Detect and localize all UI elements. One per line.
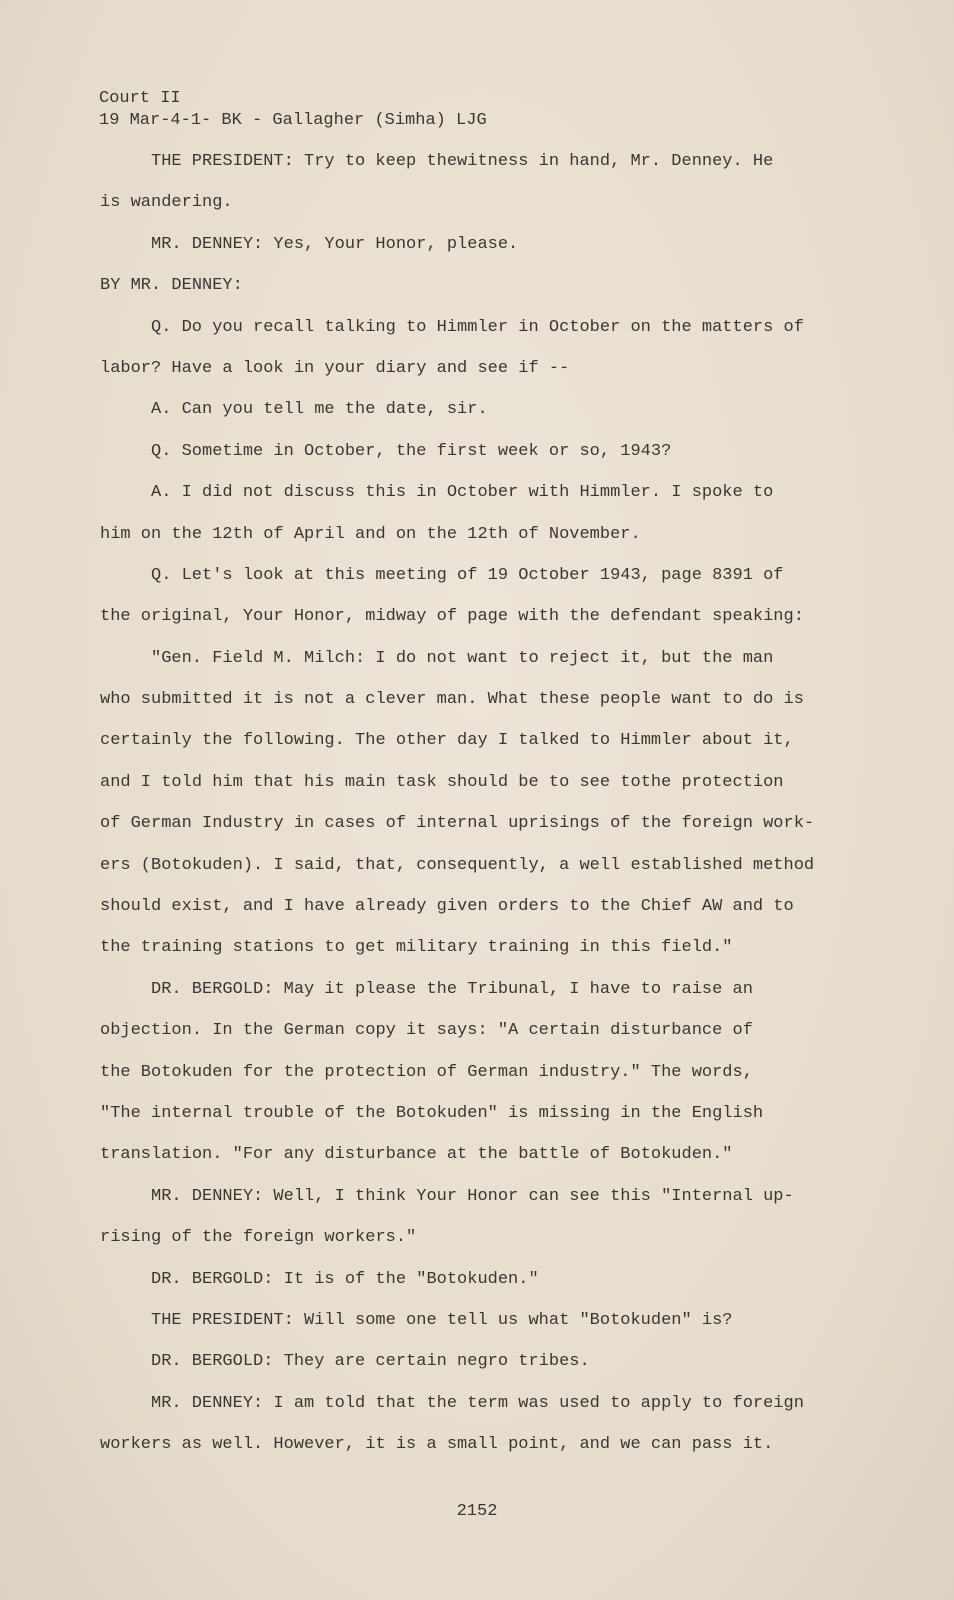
- transcript-line: and I told him that his main task should be to see tothe protection: [100, 772, 784, 792]
- transcript-line: the original, Your Honor, midway of page with the defendant speaking:: [100, 607, 804, 627]
- transcript-body: [100, 149, 840, 1474]
- transcript-line: is wandering.: [100, 193, 233, 213]
- session-line: 19 Mar-4-1- BK - Gallagher (Simha) LJG: [99, 111, 487, 130]
- transcript-line: rising of the foreign workers.": [100, 1228, 417, 1248]
- transcript-line: Q. Sometime in October, the first week or so, 1943?: [151, 441, 672, 461]
- transcript-line: DR. BERGOLD: They are certain negro tribes.: [151, 1352, 590, 1372]
- transcript-line: DR. BERGOLD: May it please the Tribunal, I have to raise an: [151, 979, 753, 999]
- transcript-line: ers (Botokuden). I said, that, consequently, a well established method: [100, 855, 815, 875]
- transcript-line: certainly the following. The other day I talked to Himmler about it,: [100, 731, 794, 751]
- transcript-line: "The internal trouble of the Botokuden" is missing in the English: [100, 1103, 764, 1123]
- page-number: 2152: [456, 1502, 498, 1521]
- transcript-line: workers as well. However, it is a small point, and we can pass it.: [100, 1435, 774, 1455]
- court-label: Court II: [99, 89, 181, 108]
- transcript-line: the training stations to get military training in this field.": [100, 938, 733, 958]
- transcript-line: MR. DENNEY: Yes, Your Honor, please.: [151, 234, 519, 254]
- transcript-line: Q. Do you recall talking to Himmler in October on the matters of: [151, 317, 804, 337]
- page-header: [99, 88, 487, 132]
- transcript-line: should exist, and I have already given orders to the Chief AW and to: [100, 897, 794, 917]
- transcript-line: A. I did not discuss this in October with Himmler. I spoke to: [151, 483, 774, 503]
- transcript-line: labor? Have a look in your diary and see if --: [100, 358, 570, 378]
- transcript-line: him on the 12th of April and on the 12th of November.: [100, 524, 641, 544]
- transcript-line: MR. DENNEY: Well, I think Your Honor can see this "Internal up-: [151, 1186, 794, 1206]
- transcript-line: THE PRESIDENT: Try to keep thewitness in hand, Mr. Denney. He: [151, 152, 774, 171]
- transcript-line: BY MR. DENNEY:: [100, 276, 243, 296]
- transcript-line: translation. "For any disturbance at the battle of Botokuden.": [100, 1145, 733, 1165]
- transcript-line: MR. DENNEY: I am told that the term was used to apply to foreign: [151, 1393, 804, 1413]
- transcript-line: the Botokuden for the protection of German industry." The words,: [100, 1062, 753, 1082]
- transcript-line: THE PRESIDENT: Will some one tell us what "Botokuden" is?: [151, 1310, 733, 1330]
- transcript-line: "Gen. Field M. Milch: I do not want to reject it, but the man: [151, 648, 774, 668]
- transcript-line: objection. In the German copy it says: "A certain disturbance of: [100, 1021, 753, 1041]
- transcript-line: who submitted it is not a clever man. What these people want to do is: [100, 690, 804, 710]
- transcript-line: of German Industry in cases of internal uprisings of the foreign work-: [100, 814, 815, 834]
- transcript-line: A. Can you tell me the date, sir.: [151, 400, 488, 420]
- transcript-line: DR. BERGOLD: It is of the "Botokuden.": [151, 1269, 539, 1289]
- transcript-line: Q. Let's look at this meeting of 19 October 1943, page 8391 of: [151, 565, 784, 585]
